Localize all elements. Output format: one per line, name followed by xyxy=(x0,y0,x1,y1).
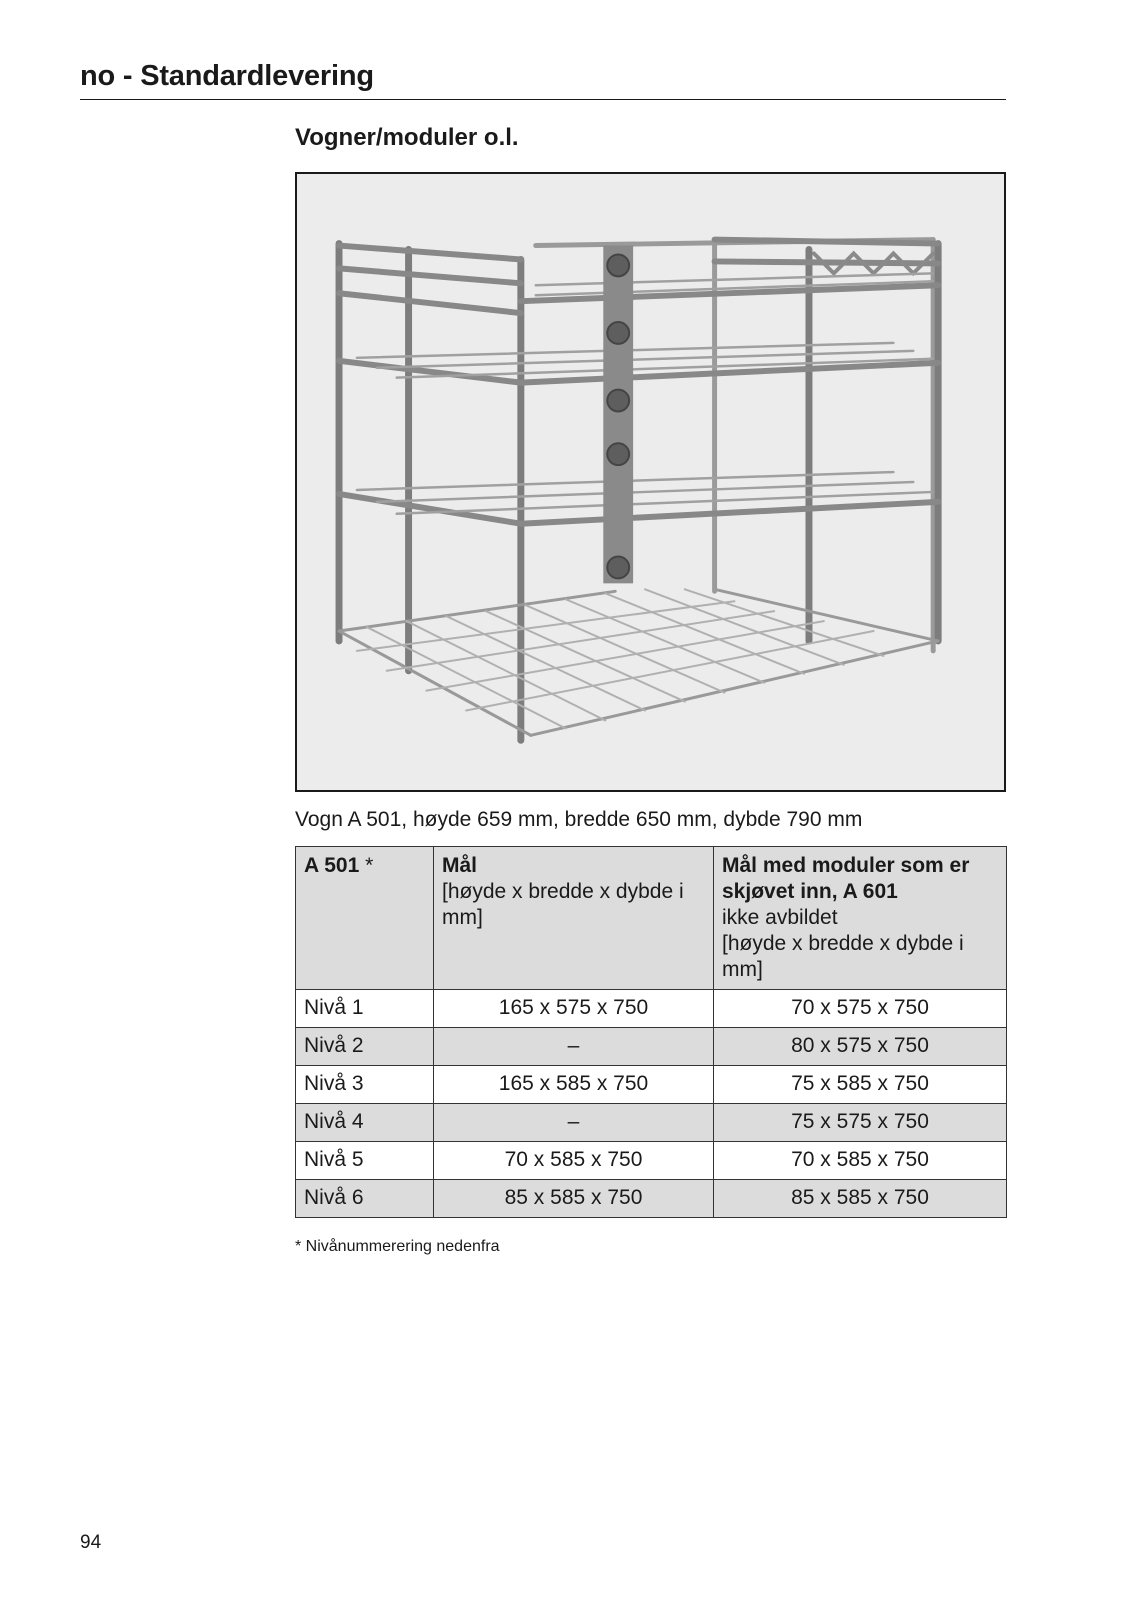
table-row xyxy=(296,1028,1007,1066)
header-dimensions-modules: Mål med moduler som er skjøvet inn, A 601 ikke avbildet [høyde x bredde x dybde i mm] xyxy=(714,847,1007,990)
table-row xyxy=(296,1180,1007,1218)
header-model: A 501 * xyxy=(296,847,434,990)
dims-cell: 165 x 585 x 750 xyxy=(434,1066,714,1104)
dims-modules-cell: 75 x 585 x 750 xyxy=(714,1066,1007,1104)
section-title: Vogner/moduler o.l. xyxy=(295,124,519,151)
level-cell: Nivå 3 xyxy=(296,1066,434,1104)
level-cell: Nivå 4 xyxy=(296,1104,434,1142)
level-cell: Nivå 1 xyxy=(296,990,434,1028)
table-header-row xyxy=(296,847,1007,990)
level-cell: Nivå 2 xyxy=(296,1028,434,1066)
dims-modules-cell: 70 x 575 x 750 xyxy=(714,990,1007,1028)
dims-modules-cell: 85 x 585 x 750 xyxy=(714,1180,1007,1218)
table-row xyxy=(296,1142,1007,1180)
page-title: no - Standardlevering xyxy=(80,60,374,92)
dims-modules-cell: 80 x 575 x 750 xyxy=(714,1028,1007,1066)
dims-cell: 70 x 585 x 750 xyxy=(434,1142,714,1180)
dims-modules-cell: 70 x 585 x 750 xyxy=(714,1142,1007,1180)
page-number: 94 xyxy=(80,1532,102,1553)
figure-caption: Vogn A 501, høyde 659 mm, bredde 650 mm, dybde 790 mm xyxy=(295,808,863,831)
dims-cell: – xyxy=(434,1104,714,1142)
level-cell: Nivå 5 xyxy=(296,1142,434,1180)
dims-cell: – xyxy=(434,1028,714,1066)
table-row xyxy=(296,990,1007,1028)
footnote: * Nivånummerering nedenfra xyxy=(295,1238,500,1255)
table-row xyxy=(296,1066,1007,1104)
dims-cell: 165 x 575 x 750 xyxy=(434,990,714,1028)
table-row xyxy=(296,1104,1007,1142)
rack-illustration xyxy=(297,174,1004,790)
rack-figure xyxy=(295,172,1006,792)
dimensions-table xyxy=(295,846,1007,1218)
dims-cell: 85 x 585 x 750 xyxy=(434,1180,714,1218)
level-cell: Nivå 6 xyxy=(296,1180,434,1218)
dims-modules-cell: 75 x 575 x 750 xyxy=(714,1104,1007,1142)
page-header xyxy=(80,60,1006,100)
header-dimensions: Mål [høyde x bredde x dybde i mm] xyxy=(434,847,714,990)
